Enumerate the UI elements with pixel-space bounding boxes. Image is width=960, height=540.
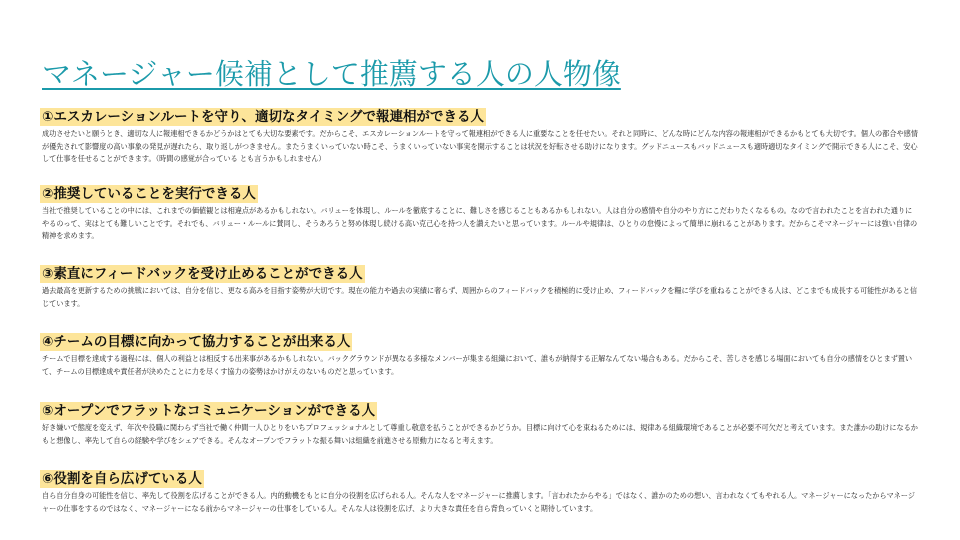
section-execution <box>40 183 920 243</box>
section-body: 当社で推奨していることの中には、これまでの価値観とは相違点があるかもしれない。バリューを体現し、ルールを徹底することに、難しさを感じることもあるかもしれない。人は自分の感情や自分のやり方にこだわりたくなるもの。なので言われたことを言われた通りにやるのって、実はとても難しいことです。それでも、バリュー・ルールに賛同し、そうあろうと努め体現し続ける高い克己心を持つ人を讃えたいと思っています。ルールや規律は、ひとりの怠慢によって簡単に崩れることがあります。だからこそマネージャーには強い自律の精神を求めます。 <box>42 206 918 241</box>
section-heading: ③素直にフィードバックを受け止めることができる人 <box>42 266 363 282</box>
section-communication <box>40 400 920 447</box>
section-heading: ⑤オープンでフラットなコミュニケーションができる人 <box>42 403 376 419</box>
section-heading: ①エスカレーションルートを守り、適切なタイミングで報連相ができる人 <box>42 109 485 125</box>
section-feedback <box>40 263 920 310</box>
page-title: マネージャー候補として推薦する人の人物像 <box>42 57 621 91</box>
section-escalation <box>40 106 920 166</box>
section-body: 成功させたいと願うとき、適切な人に報連相できるかどうかはとても大切な要素です。だからこそ、エスカレーションルートを守って報連相ができる人に重要なことを任せたい。それと同時に、どんな時にどんな内容の報連相ができるかもとても大切です。個人の都合や感情が優先されて影響度の高い事象の発見が遅れたら、取り返しがつきません。またうまくいっていない時こそ、うまくいっていない事実を開示することは状況を好転させる助けになります。グッドニュースもバッドニュースも適時適切なタイミングで開示できる人にこそ、安心して仕事を任せることができます。（時間の感覚が合っている とも言うかもしれません） <box>42 129 918 164</box>
section-heading: ②推奨していることを実行できる人 <box>42 186 256 202</box>
section-role-expansion <box>40 468 920 515</box>
section-teamwork <box>40 331 920 378</box>
section-heading: ④チームの目標に向かって協力することが出来る人 <box>42 334 351 350</box>
section-body: 自ら自分自身の可能性を信じ、率先して役割を広げることができる人。内的動機をもとに自分の役割を広げられる人。そんな人をマネージャーに推薦します。「言われたからやる」ではなく、誰かのための想い、言われなくてもやれる人。マネージャーになったからマネージャーの仕事をするのではなく、マネージャーになる前からマネージャーの仕事をしている人。そんな人は役割を広げ、より大きな責任を自ら背負っていくと期待しています。 <box>42 491 915 513</box>
section-body: 好き嫌いで態度を変えず、年次や役職に関わらず当社で働く仲間一人ひとりをいちプロフェッショナルとして尊重し敬意を払うことができるかどうか。目標に向けて心を束ねるためには、規律ある組織環境であることが必要不可欠だと考えています。また誰かの助けになるかもと想像し、率先して自らの経験や学びをシェアできる。そんなオープンでフラットな振る舞いは組織を前進させる原動力になると考えます。 <box>42 423 918 445</box>
section-body: チームで目標を達成する過程には、個人の利益とは相反する出来事があるかもしれない。バックグラウンドが異なる多様なメンバーが集まる組織において、誰もが納得する正解なんてない場合もある。だからこそ、苦しさを感じる場面においても自分の感情をひとまず置いて、チームの目標達成や責任者が決めたことに力を尽くす協力の姿勢はかけがえのないものだと思っています。 <box>42 354 912 376</box>
section-body: 過去最高を更新するための挑戦においては、自分を信じ、更なる高みを目指す姿勢が大切です。現在の能力や過去の実績に奢らず、周囲からのフィードバックを積極的に受け止め、フィードバックを糧に学びを重ねることができる人は、どこまでも成長する可能性があると信じています。 <box>42 286 918 308</box>
section-heading: ⑥役割を自ら広げている人 <box>42 471 202 487</box>
